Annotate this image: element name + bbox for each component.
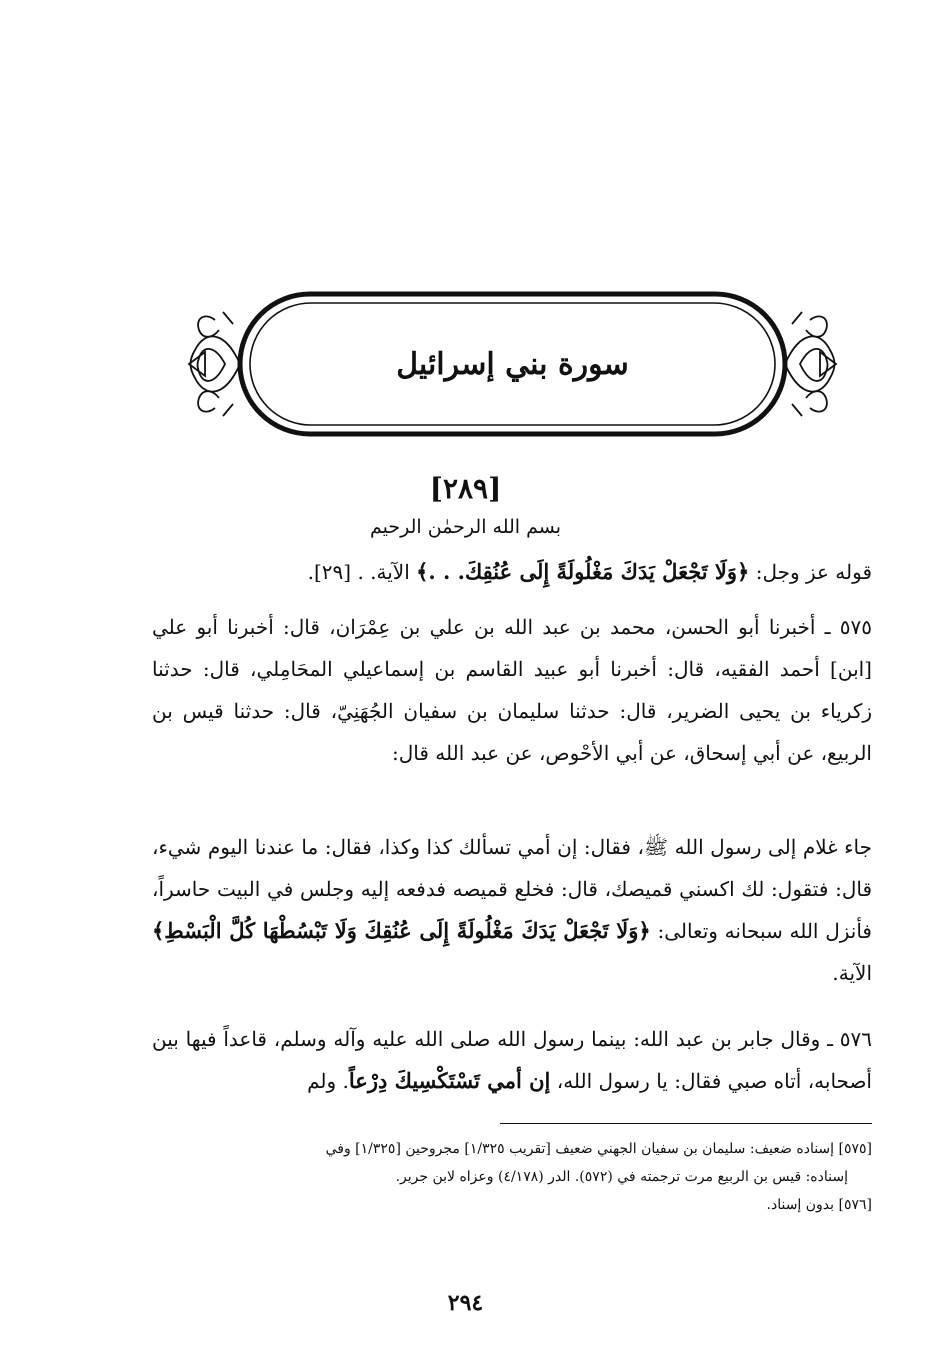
footnote-575-cont: إسناده: قيس بن الربيع مرت ترجمته في (٥٧٢). الدر (٤/١٧٨) وعزاه لابن جرير. bbox=[395, 1169, 848, 1185]
verse-intro bbox=[152, 552, 872, 592]
hadith-575: ٥٧٥ ـ أخبرنا أبو الحسن، محمد بن عبد الله بن علي بن عِمْرَان، قال: أخبرنا أبو علي [ابن] أحمد الفقيه، قال: أخبرنا أبو عبيد القاسم بن إسماعيلي المحَامِلي، قال: حدثنا زكرياء بن يحيى الضرير، قال: حدثنا سليمان بن سفيان الجُهَنِيّ، قال: حدثنا قيس بن الربيع، عن أبي إسحاق، عن أبي الأحْوص، عن عبد الله قال: bbox=[152, 615, 872, 765]
page-number: ٢٩٤ bbox=[447, 1290, 484, 1316]
hadith-576-quran: إن أمي تَسْتَكْسِيكَ دِرْعاً bbox=[348, 1068, 551, 1093]
verse-intro-tail: الآية. . [٢٩]. bbox=[307, 560, 417, 584]
verse-intro-quran: ﴿وَلَا تَجْعَلْ يَدَكَ مَغْلُولَةً إِلَى عُنُقِكَ. . .﴾ bbox=[416, 559, 750, 584]
story-paragraph bbox=[152, 826, 872, 994]
hadith-576-text: ٥٧٦ ـ وقال جابر بن عبد الله: بينما رسول الله صلى الله عليه وآله وسلم، قاعداً فيها بين أصحابه، أتاه صبي فقال: يا رسول الله، bbox=[152, 1027, 872, 1093]
section-number: [٢٨٩] bbox=[429, 472, 502, 505]
footnote-divider bbox=[500, 1123, 872, 1124]
hadith-576 bbox=[152, 1018, 872, 1102]
footnote-576: [٥٧٦] بدون إسناد. bbox=[766, 1197, 872, 1213]
basmala: بسم الله الرحمٰن الرحيم bbox=[370, 516, 561, 538]
footnote-575: [٥٧٥] إسناده ضعيف: سليمان بن سفيان الجهني ضعيف [تقريب ١/٣٢٥] مجروحين [١/٣٢٥] وفي bbox=[325, 1141, 872, 1157]
surah-title-frame bbox=[185, 290, 840, 438]
footnotes bbox=[152, 1135, 872, 1219]
story-tail: الآية. bbox=[832, 961, 872, 985]
verse-intro-lead: قوله عز وجل: bbox=[749, 560, 872, 584]
surah-title: سورة بني إسرائيل bbox=[396, 346, 629, 382]
story-quran: ﴿وَلَا تَجْعَلْ يَدَكَ مَغْلُولَةً إِلَى عُنُقِكَ وَلَا تَبْسُطْهَا كُلَّ الْبَسْطِ﴾ bbox=[152, 918, 651, 943]
story-text: جاء غلام إلى رسول الله ﷺ، فقال: إن أمي تسألك كذا وكذا، فقال: ما عندنا اليوم شيء، قال: فتقول: لك اكسني قميصك، قال: فخلع قميصه فدفعه إليه وجلس في البيت حاسراً، فأنزل الله سبحانه وتعالى: bbox=[152, 835, 872, 943]
hadith-576-tail: . ولم bbox=[307, 1069, 349, 1093]
